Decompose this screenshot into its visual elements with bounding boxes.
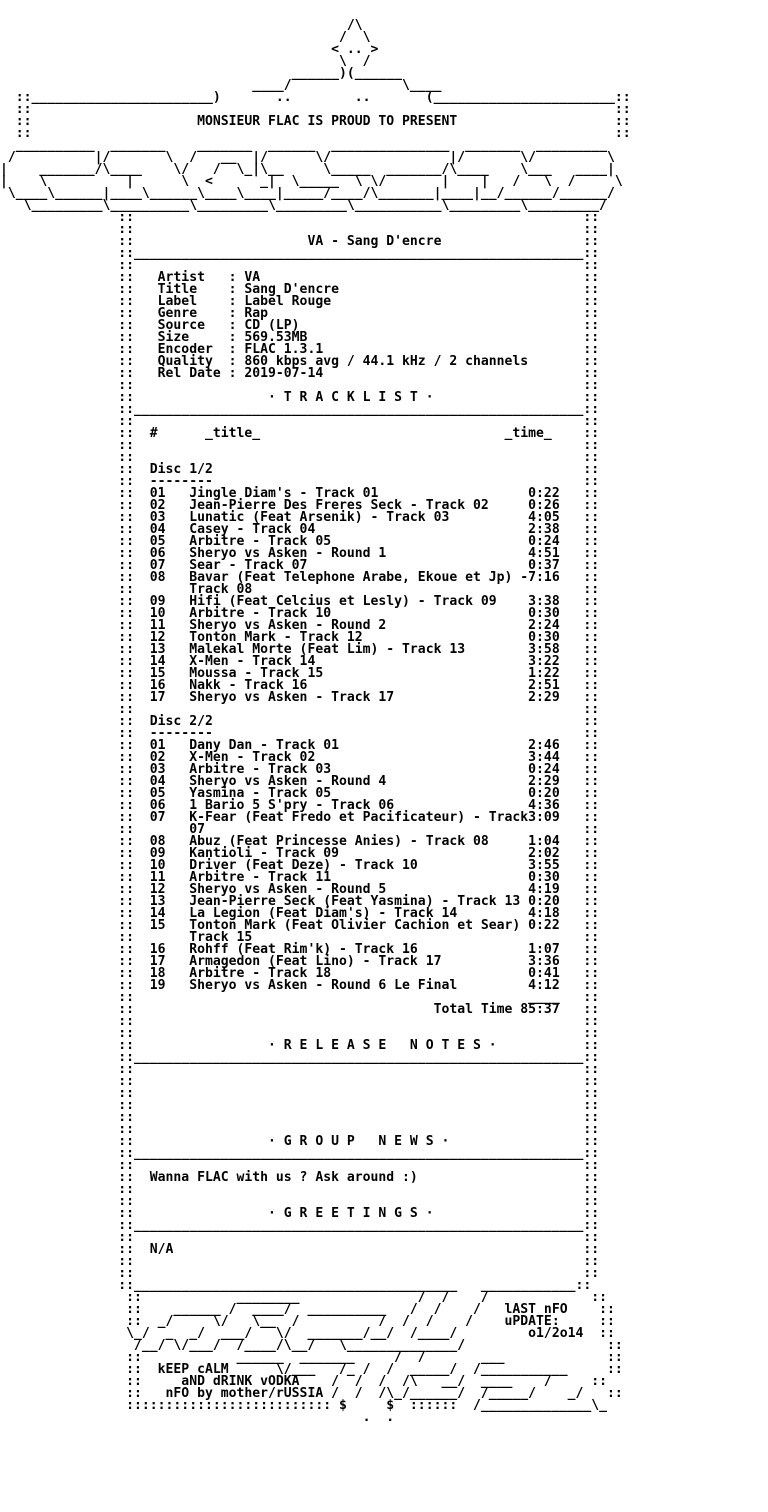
- nfo-line: / \: [0, 30, 371, 45]
- nfo-line: __________ _______ _______ ______ _______________ _______ _________: [0, 138, 607, 153]
- nfo-line: ______)(______: [0, 66, 403, 81]
- nfo-line: :: ::: [0, 258, 600, 273]
- nfo-line: :: 04 Casey - Track 04 2:38 ::: [0, 522, 600, 537]
- nfo-line: :: ::: [0, 1194, 600, 1209]
- nfo-line: ::_________________________________________________________::: [0, 1146, 600, 1161]
- nfo-line: :: Source : CD (LP) ::: [0, 318, 600, 333]
- nfo-line: ::_______________________) .. .. (_______________________::: [0, 90, 631, 105]
- nfo-line: :: 18 Arbitre - Track 18 0:41 ::: [0, 966, 600, 981]
- nfo-line: :: Rel Date : 2019-07-14 ::: [0, 366, 600, 381]
- nfo-line: :: ______ / ____/ __________ / / / lAST nFO ::: [0, 1302, 615, 1317]
- nfo-line: :: ::: [0, 1026, 600, 1041]
- nfo-line: :: ::: [0, 102, 631, 117]
- nfo-line: :: 08 Bavar (Feat Telephone Arabe, Ekoue et Jp) -7:16 ::: [0, 570, 600, 585]
- nfo-line: :: ::: [0, 126, 631, 141]
- nfo-line: :: 07 K-Fear (Feat Fredo et Pacificateur) - Track3:09 ::: [0, 810, 600, 825]
- nfo-line: :: Disc 1/2 ::: [0, 462, 600, 477]
- nfo-line: :: Genre : Rap ::: [0, 306, 600, 321]
- nfo-line: :::::::::::::::::::::::::: $ $ :::::: /______________\_: [0, 1398, 607, 1413]
- nfo-line: :: · G R E E T I N G S · ::: [0, 1206, 600, 1221]
- nfo-line: :: ________ / / / ::: [0, 1290, 607, 1305]
- nfo-line: :: 02 Jean-Pierre Des Freres Seck - Track 02 0:26 ::: [0, 498, 600, 513]
- nfo-line: :: ::: [0, 1074, 600, 1089]
- nfo-line: :: 14 X-Men - Track 14 3:22 ::: [0, 654, 600, 669]
- nfo-line: ::_________________________________________________________::: [0, 1050, 600, 1065]
- nfo-line: :: 19 Sheryo vs Asken - Round 6 Le Final 4:12 ::: [0, 978, 600, 993]
- nfo-line: :: Total Time 85:37 ::: [0, 1002, 600, 1017]
- nfo-line: :: Label : Label Rouge ::: [0, 294, 600, 309]
- nfo-line: :: ::: [0, 450, 600, 465]
- nfo-line: :: Disc 2/2 ::: [0, 714, 600, 729]
- nfo-line: :: ::: [0, 1254, 600, 1269]
- nfo-line: :: 05 Yasmina - Track 05 0:20 ::: [0, 786, 600, 801]
- nfo-line: :: 14 La Legion (Feat Diam's) - Track 14 4:18 ::: [0, 906, 600, 921]
- nfo-line: :: ::: [0, 1098, 600, 1113]
- nfo-line: ::_________________________________________________________::: [0, 402, 600, 417]
- nfo-line: . .: [0, 1410, 395, 1425]
- nfo-line: \_/ _ _/ ___/ \/ _______/__/ /____/ o1/2o14 ::: [0, 1326, 615, 1341]
- nfo-line: / |/ \ / __ |/ \/ |/ \/ \: [0, 150, 615, 165]
- nfo-line: :: ::: [0, 1086, 600, 1101]
- nfo-line: :: # _title_ _time_ ::: [0, 426, 600, 441]
- nfo-line: :: 11 Sheryo vs Asken - Round 2 2:24 ::: [0, 618, 600, 633]
- nfo-line: :: ::: [0, 378, 600, 393]
- nfo-line: :: 16 Nakk - Track 16 2:51 ::: [0, 678, 600, 693]
- nfo-line: :: ::: [0, 1182, 600, 1197]
- nfo-line: \_________\__________\_________\_________\___________\_________\_________/: [0, 198, 607, 213]
- nfo-line: :: ::: [0, 1110, 600, 1125]
- nfo-line: :: 05 Arbitre - Track 05 0:24 ::: [0, 534, 600, 549]
- nfo-line: :: ::: [0, 1266, 600, 1281]
- nfo-line: | \ | \ < _| \_____ \ \/ | | / \ / \: [0, 174, 623, 189]
- nfo-line: :: Artist : VA ::: [0, 270, 600, 285]
- nfo-line: :: 07 ::: [0, 822, 600, 837]
- nfo-line: :: 08 Abuz (Feat Princesse Anies) - Track 08 1:04 ::: [0, 834, 600, 849]
- nfo-line: :: ::: [0, 1158, 600, 1173]
- nfo-line: :: · G R O U P N E W S · ::: [0, 1134, 600, 1149]
- nfo-line: :: 16 Rohff (Feat Rim'k) - Track 16 1:07 ::: [0, 942, 600, 957]
- nfo-line: :: ______ _______ / / ___ ::: [0, 1350, 623, 1365]
- nfo-line: :: Encoder : FLAC 1.3.1 ::: [0, 342, 600, 357]
- nfo-line: :: 01 Dany Dan - Track 01 2:46 ::: [0, 738, 600, 753]
- nfo-line: | _______/\____ \/ / \_|\__ \_____ _______/\____ \___ ____|: [0, 162, 615, 177]
- nfo-line: :: 10 Arbitre - Track 10 0:30 ::: [0, 606, 600, 621]
- nfo-line: :: _/ \/ \__ / / / / / uPDATE: ::: [0, 1314, 615, 1329]
- nfo-line: :: · T R A C K L I S T · ::: [0, 390, 600, 405]
- nfo-line: :: 17 Sheryo vs Asken - Track 17 2:29 ::: [0, 690, 600, 705]
- nfo-line: :: ::: [0, 702, 600, 717]
- nfo-line: :: kEEP cALM \/___ /_ / / _____/ /___________ ::: [0, 1362, 623, 1377]
- nfo-line: < .. >: [0, 42, 379, 57]
- nfo-line: /\: [0, 18, 363, 33]
- nfo-line: :: 09 Hifi (Feat Celcius et Lesly) - Track 09 3:38 ::: [0, 594, 600, 609]
- nfo-line: :: 13 Malekal Morte (Feat Lim) - Track 13 3:58 ::: [0, 642, 600, 657]
- nfo-line: :: ____ ::: [0, 990, 600, 1005]
- nfo-line: ::_________________________________________________________::: [0, 1218, 600, 1233]
- nfo-line: :: 01 Jingle Diam's - Track 01 0:22 ::: [0, 486, 600, 501]
- nfo-line: :: 12 Tonton Mark - Track 12 0:30 ::: [0, 630, 600, 645]
- nfo-line: :: Track 08 ::: [0, 582, 600, 597]
- nfo-line: /__/ \/___/ /____/\__/ \______________/ ::: [0, 1338, 623, 1353]
- nfo-line: :: Quality : 860 kbps avg / 44.1 kHz / 2 channels ::: [0, 354, 600, 369]
- nfo-line: :: 03 Lunatic (Feat Arsenik) - Track 03 4:05 ::: [0, 510, 600, 525]
- nfo-line: :: Track 15 ::: [0, 930, 600, 945]
- nfo-line: :: N/A ::: [0, 1242, 600, 1257]
- nfo-line: :: 06 1 Bario 5 S'pry - Track 06 4:36 ::: [0, 798, 600, 813]
- nfo-line: :: ::: [0, 222, 600, 237]
- nfo-line: :: nFO by mother/rUSSIA / / /\_/______/ /_____/ _/ ::: [0, 1386, 623, 1401]
- nfo-line: :: MONSIEUR FLAC IS PROUD TO PRESENT ::: [0, 114, 631, 129]
- nfo-line: :: Wanna FLAC with us ? Ask around :) ::: [0, 1170, 600, 1185]
- nfo-line: :: ::: [0, 1014, 600, 1029]
- nfo-line: :: ::: [0, 414, 600, 429]
- nfo-line: :: Title : Sang D'encre ::: [0, 282, 600, 297]
- nfo-line: :: ::: [0, 438, 600, 453]
- nfo-line: ::_________________________________________________________::: [0, 246, 600, 261]
- nfo-line: :: 03 Arbitre - Track 03 0:24 ::: [0, 762, 600, 777]
- nfo-line: ::_________________________________________ ____________::: [0, 1278, 592, 1293]
- nfo-line: :: 15 Moussa - Track 15 1:22 ::: [0, 666, 600, 681]
- nfo-line: :: 17 Armagedon (Feat Lino) - Track 17 3:36 ::: [0, 954, 600, 969]
- nfo-document: [0, 20, 631, 1424]
- nfo-line: :: ::: [0, 210, 600, 225]
- nfo-line: :: 11 Arbitre - Track 11 0:30 ::: [0, 870, 600, 885]
- nfo-line: :: 09 Kantioli - Track 09 2:02 ::: [0, 846, 600, 861]
- nfo-line: :: 02 X-Men - Track 02 3:44 ::: [0, 750, 600, 765]
- nfo-line: :: -------- ::: [0, 726, 600, 741]
- nfo-line: ____/ \____: [0, 78, 442, 93]
- nfo-line: :: ::: [0, 1230, 600, 1245]
- nfo-line: :: 13 Jean-Pierre Seck (Feat Yasmina) - Track 13 0:20 ::: [0, 894, 600, 909]
- nfo-line: \____\______|____\______\____\____|_____/____/\_______|____|__/______/______/: [0, 186, 615, 201]
- nfo-line: :: 10 Driver (Feat Deze) - Track 10 3:55 ::: [0, 858, 600, 873]
- nfo-line: :: 07 Sear - Track 07 0:37 ::: [0, 558, 600, 573]
- nfo-line: :: VA - Sang D'encre ::: [0, 234, 600, 249]
- nfo-line: :: 06 Sheryo vs Asken - Round 1 4:51 ::: [0, 546, 600, 561]
- nfo-line: :: 15 Tonton Mark (Feat Olivier Cachion et Sear) 0:22 ::: [0, 918, 600, 933]
- nfo-line: :: -------- ::: [0, 474, 600, 489]
- nfo-line: :: aND dRINK vODKA / / / /\ __/ ____ / ::: [0, 1374, 607, 1389]
- nfo-line: \ /: [0, 54, 371, 69]
- nfo-line: :: ::: [0, 1122, 600, 1137]
- nfo-line: :: 04 Sheryo vs Asken - Round 4 2:29 ::: [0, 774, 600, 789]
- nfo-line: :: ::: [0, 1062, 600, 1077]
- nfo-line: :: 12 Sheryo vs Asken - Round 5 4:19 ::: [0, 882, 600, 897]
- nfo-line: :: Size : 569.53MB ::: [0, 330, 600, 345]
- nfo-line: :: · R E L E A S E N O T E S · ::: [0, 1038, 600, 1053]
